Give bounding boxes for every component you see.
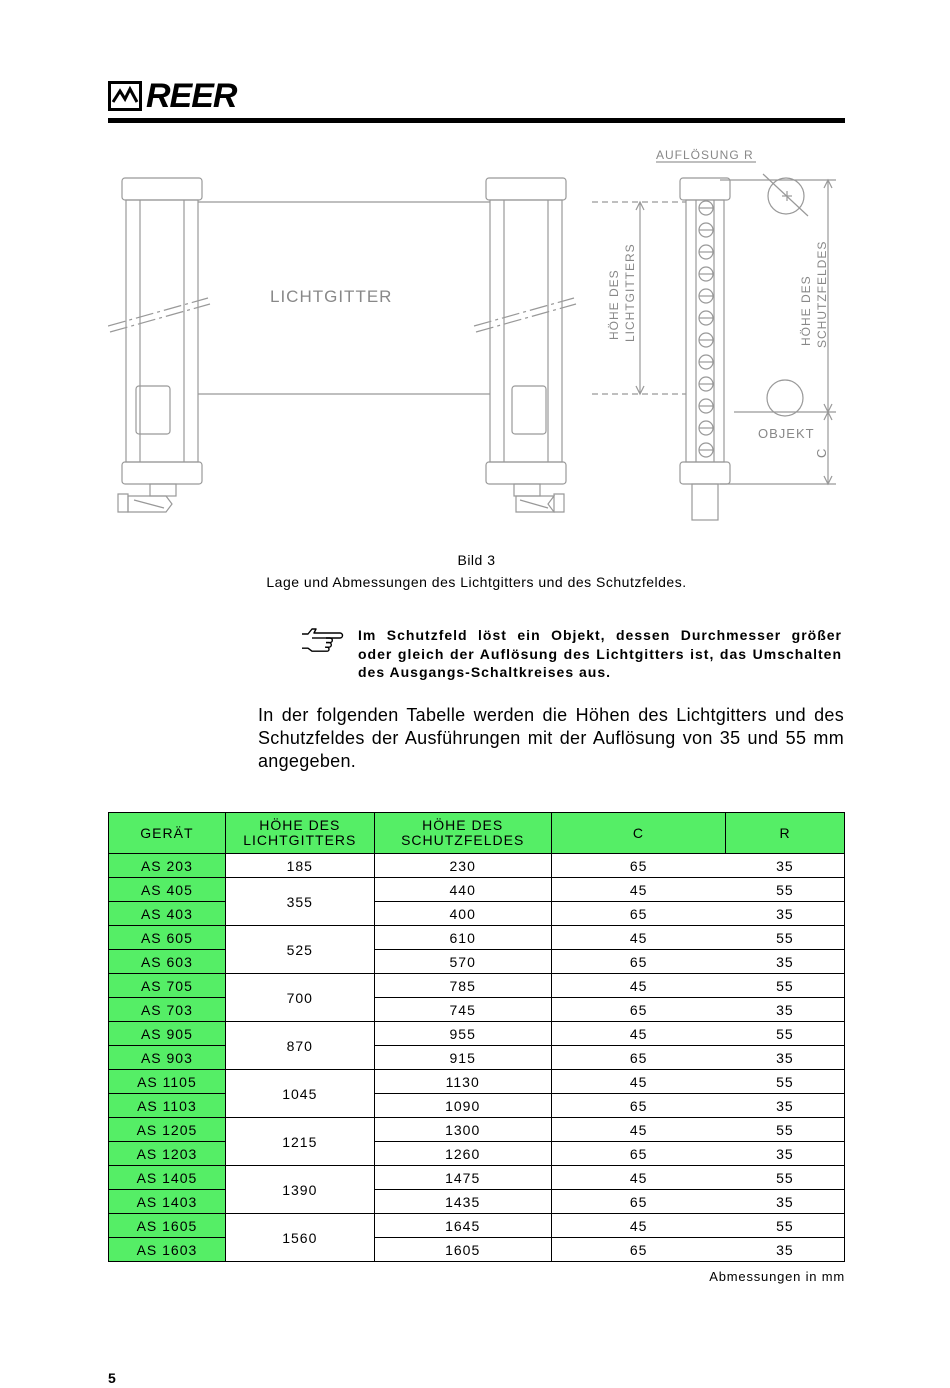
cell-hoehe-sf: 1475 [374,1166,551,1190]
cell-hoehe-sf: 745 [374,998,551,1022]
table-row [109,878,845,902]
note-text: Im Schutzfeld löst ein Objekt, dessen Durchmesser größer oder gleich der Auflösung des Lichtgitters ist, das Umschalten des Ausgangs-Schaltkreises aus. [358,627,842,680]
cell-r: 55 [726,878,845,902]
cell-device: AS 1605 [109,1214,226,1238]
cell-r: 55 [726,1022,845,1046]
left-column-unit [118,178,202,512]
header-c: C [551,813,726,854]
cell-r: 35 [726,1142,845,1166]
cell-hoehe-lg: 355 [225,878,374,926]
cell-c: 45 [551,974,726,998]
cell-device: AS 905 [109,1022,226,1046]
cell-c: 65 [551,902,726,926]
cell-device: AS 405 [109,878,226,902]
cell-hoehe-lg: 700 [225,974,374,1022]
cell-c: 65 [551,998,726,1022]
label-objekt: OBJEKT [758,426,815,441]
cell-hoehe-sf: 1130 [374,1070,551,1094]
table-row [109,1046,845,1070]
cell-device: AS 705 [109,974,226,998]
label-lichtgitter: LICHTGITTER [270,287,393,306]
logo-mark-icon [108,81,142,111]
logo-text: REER [146,76,237,115]
cell-hoehe-sf: 440 [374,878,551,902]
cell-hoehe-sf: 1605 [374,1238,551,1262]
cell-r: 55 [726,1214,845,1238]
cell-r: 55 [726,1118,845,1142]
table-row [109,1118,845,1142]
table-row [109,1166,845,1190]
cell-c: 45 [551,1070,726,1094]
cell-hoehe-sf: 570 [374,950,551,974]
table-row [109,1214,845,1238]
cell-hoehe-sf: 230 [374,854,551,878]
reer-logo [108,76,236,116]
cell-hoehe-sf: 400 [374,902,551,926]
cell-r: 55 [726,1070,845,1094]
table-row [109,950,845,974]
cell-c: 45 [551,878,726,902]
cell-hoehe-sf: 955 [374,1022,551,1046]
intro-paragraph: In der folgenden Tabelle werden die Höhen des Lichtgitters und des Schutzfeldes der Ausführungen mit der Auflösung von 35 und 55 mm angegeben. [258,705,844,771]
cell-hoehe-lg: 1560 [225,1214,374,1262]
figure-caption-number: Bild 3 [457,552,496,568]
header-hoehe-lichtgitter [225,813,374,854]
label-hoehe-sf-2: SCHUTZFELDES [815,240,829,348]
table-row [109,854,845,878]
header-rule [108,118,845,123]
label-hoehe-sf-1: HÖHE DES [799,275,813,346]
table-row [109,1190,845,1214]
cell-r: 55 [726,926,845,950]
cell-r: 35 [726,1190,845,1214]
table-row [109,974,845,998]
cell-hoehe-sf: 1260 [374,1142,551,1166]
cell-c: 65 [551,950,726,974]
right-column-side-view [680,178,730,520]
cell-r: 35 [726,1094,845,1118]
cell-c: 45 [551,1214,726,1238]
label-hoehe-lg-2: LICHTGITTERS [623,243,637,342]
cell-c: 45 [551,1118,726,1142]
cell-device: AS 1103 [109,1094,226,1118]
cell-device: AS 1203 [109,1142,226,1166]
table-row [109,998,845,1022]
table-row [109,902,845,926]
cell-device: AS 1403 [109,1190,226,1214]
cell-c: 45 [551,926,726,950]
cell-device: AS 603 [109,950,226,974]
cell-r: 35 [726,854,845,878]
light-curtain-drawing [108,140,845,530]
dimensions-table [108,812,845,1262]
label-c: C [814,448,829,458]
header-hoehe-sf-line2: SCHUTZFELDES [401,832,525,848]
cell-c: 65 [551,1238,726,1262]
cell-c: 65 [551,1046,726,1070]
figure-caption-text: Lage und Abmessungen des Lichtgitters und des Schutzfeldes. [266,574,687,590]
header-device: GERÄT [109,813,226,854]
lens-circles [699,201,713,457]
cell-r: 35 [726,950,845,974]
cell-hoehe-sf: 1300 [374,1118,551,1142]
cell-c: 65 [551,1094,726,1118]
cell-hoehe-sf: 1435 [374,1190,551,1214]
cell-c: 45 [551,1166,726,1190]
cell-hoehe-lg: 1215 [225,1118,374,1166]
cell-device: AS 403 [109,902,226,926]
cell-r: 35 [726,1238,845,1262]
table-row [109,1142,845,1166]
cell-device: AS 1105 [109,1070,226,1094]
cell-device: AS 605 [109,926,226,950]
cell-hoehe-lg: 185 [225,854,374,878]
table-header-row [109,813,845,854]
cell-device: AS 903 [109,1046,226,1070]
cell-r: 55 [726,1166,845,1190]
cell-hoehe-sf: 785 [374,974,551,998]
table-footnote: Abmessungen in mm [709,1269,845,1284]
cell-c: 65 [551,1142,726,1166]
table-row [109,1238,845,1262]
header-r: R [726,813,845,854]
cell-hoehe-lg: 1390 [225,1166,374,1214]
table-row [109,1022,845,1046]
cell-hoehe-sf: 1090 [374,1094,551,1118]
table-row [109,1070,845,1094]
header-hoehe-sf-line1: HÖHE DES [422,817,504,833]
cell-r: 35 [726,1046,845,1070]
cell-c: 65 [551,854,726,878]
cell-c: 45 [551,1022,726,1046]
cell-device: AS 203 [109,854,226,878]
cell-hoehe-lg: 1045 [225,1070,374,1118]
label-aufloesung: AUFLÖSUNG R [656,148,754,162]
cell-r: 35 [726,998,845,1022]
page-number: 5 [108,1370,116,1386]
header-hoehe-schutzfeld [374,813,551,854]
cell-device: AS 1405 [109,1166,226,1190]
label-hoehe-lg-1: HÖHE DES [607,269,621,340]
cell-hoehe-sf: 610 [374,926,551,950]
pointing-hand-icon [300,626,346,652]
table-row [109,926,845,950]
header-hoehe-lg-line1: HÖHE DES [259,817,341,833]
cell-r: 55 [726,974,845,998]
cell-hoehe-sf: 1645 [374,1214,551,1238]
cell-device: AS 1205 [109,1118,226,1142]
cell-hoehe-sf: 915 [374,1046,551,1070]
cell-device: AS 1603 [109,1238,226,1262]
table-row [109,1094,845,1118]
cell-hoehe-lg: 525 [225,926,374,974]
cell-hoehe-lg: 870 [225,1022,374,1070]
middle-column-unit [486,178,566,512]
object-circle [767,380,803,416]
cell-device: AS 703 [109,998,226,1022]
cell-c: 65 [551,1190,726,1214]
cell-r: 35 [726,902,845,926]
header-hoehe-lg-line2: LICHTGITTERS [243,832,357,848]
